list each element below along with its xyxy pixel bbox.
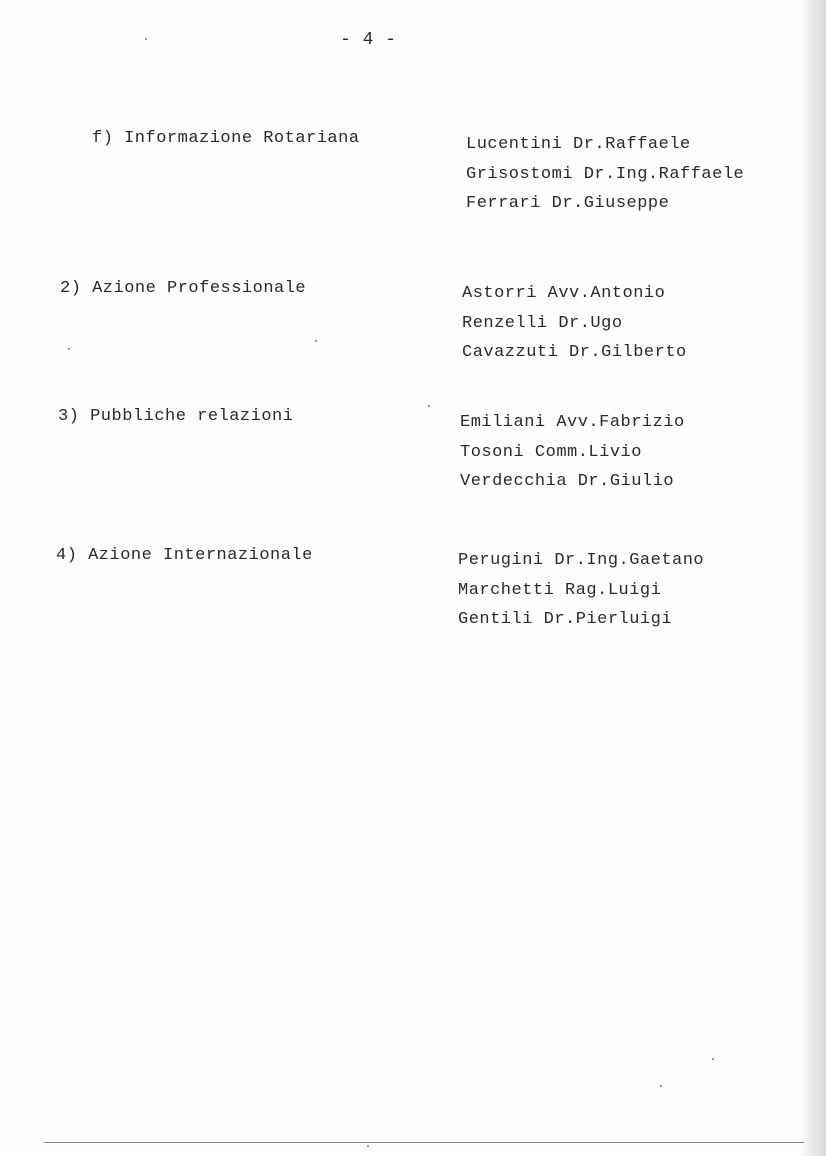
section-label-azione-internazionale: 4) Azione Internazionale: [56, 546, 313, 565]
scan-speck: [660, 1085, 662, 1087]
section-members-azione-internazionale: [458, 546, 704, 635]
member-name: Gentili Dr.Pierluigi: [458, 610, 673, 629]
member-name: Tosoni Comm.Livio: [460, 442, 642, 462]
member-name: Renzelli Dr.Ugo: [462, 313, 623, 333]
section-members-azione-professionale: [462, 279, 687, 368]
member-name: Cavazzuti Dr.Gilberto: [462, 343, 687, 362]
member-name: Marchetti Rag.Luigi: [458, 580, 662, 600]
scan-speck: [145, 38, 147, 40]
scan-speck: [315, 340, 317, 342]
page-number: - 4 -: [340, 30, 397, 50]
scan-speck: [367, 1145, 369, 1147]
section-members-pubbliche-relazioni: [460, 408, 685, 497]
scan-speck: [68, 348, 70, 350]
member-name: Lucentini Dr.Raffaele: [466, 135, 691, 154]
member-name: Ferrari Dr.Giuseppe: [466, 194, 670, 213]
member-name: Verdecchia Dr.Giulio: [460, 472, 675, 491]
page-bottom-line: [44, 1142, 804, 1143]
member-name: Emiliani Avv.Fabrizio: [460, 413, 685, 432]
scan-speck: [428, 405, 430, 407]
page-edge-shadow: [800, 0, 826, 1156]
section-label-pubbliche-relazioni: 3) Pubbliche relazioni: [58, 407, 294, 426]
section-members-informazione-rotariana: [466, 130, 744, 219]
section-label-informazione-rotariana: f) Informazione Rotariana: [92, 129, 360, 148]
member-name: Grisostomi Dr.Ing.Raffaele: [466, 164, 745, 184]
member-name: Astorri Avv.Antonio: [462, 284, 666, 303]
scan-speck: [712, 1058, 714, 1060]
member-name: Perugini Dr.Ing.Gaetano: [458, 551, 705, 570]
section-label-azione-professionale: 2) Azione Professionale: [60, 279, 307, 298]
